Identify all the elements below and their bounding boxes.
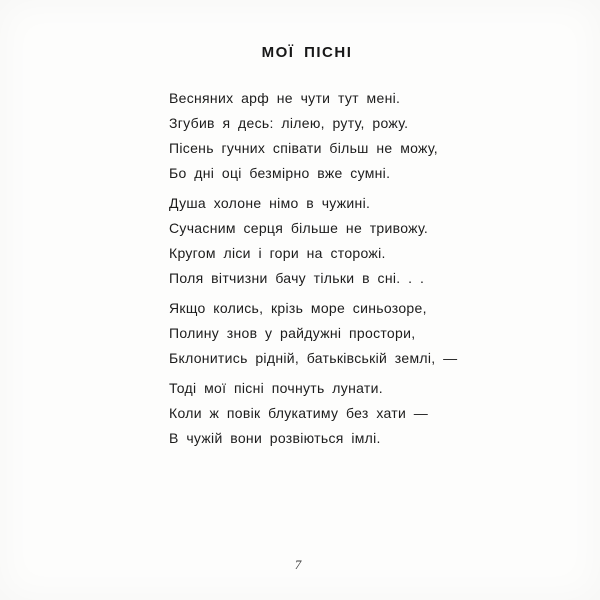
- poem-line: Поля вітчизни бачу тільки в сні. . .: [169, 270, 425, 286]
- stanza-2: [169, 191, 457, 291]
- poem-line: Сучасним серця більше не тривожу.: [169, 220, 429, 236]
- poem-line: Тоді мої пісні почнуть лунати.: [169, 380, 383, 396]
- poem-line: Пісень гучних співати більш не можу,: [169, 140, 438, 156]
- poem-line: Полину знов у райдужні простори,: [169, 325, 416, 341]
- poem-line: Бо дні оці безмірно вже сумні.: [169, 165, 391, 181]
- stanza-1: [169, 86, 457, 186]
- poem-line: Душа холоне німо в чужині.: [169, 195, 371, 211]
- stanza-3: [169, 296, 457, 371]
- poem-line: Якщо колись, крізь море синьозоре,: [169, 300, 427, 316]
- poem-line: Кругом ліси і гори на сторожі.: [169, 245, 386, 261]
- poem-title: МОЇ ПІСНІ: [261, 44, 353, 61]
- poem-line: Коли ж повік блукатиму без хати —: [169, 405, 429, 421]
- page-number: 7: [294, 557, 302, 572]
- poem-body: [169, 86, 457, 456]
- stanza-4: [169, 376, 457, 451]
- poem-line: Згубив я десь: лілею, руту, рожу.: [169, 115, 409, 131]
- poem-line: Весняних арф не чути тут мені.: [169, 90, 401, 106]
- poem-line: Бклонитись рідній, батьківській землі, —: [169, 350, 458, 366]
- poem-line: В чужій вони розвіються імлі.: [169, 430, 381, 446]
